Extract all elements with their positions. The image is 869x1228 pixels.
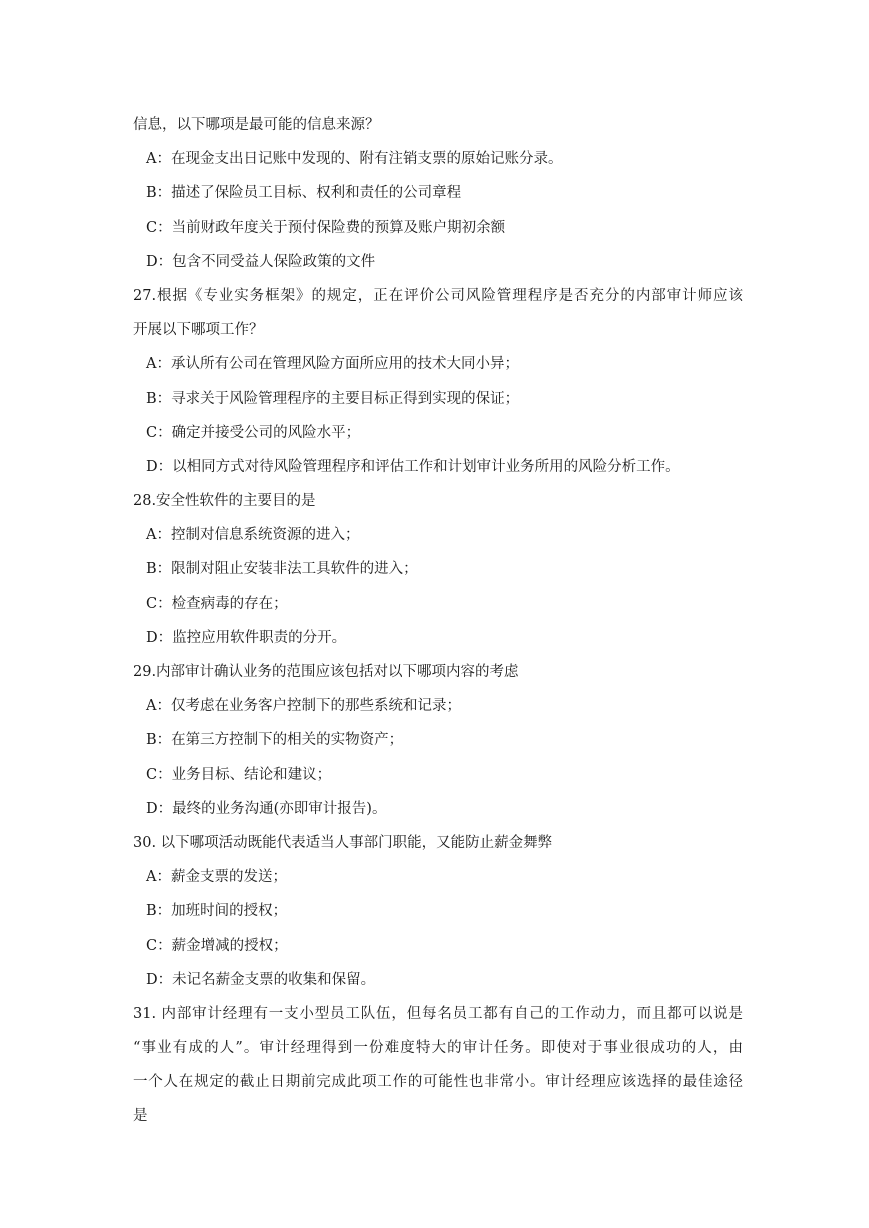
answer-option-line: B：寻求关于风险管理程序的主要目标正得到实现的保证； <box>146 390 520 407</box>
answer-option-line: B：在第三方控制下的相关的实物资产； <box>146 732 404 749</box>
question-text-line: 28.安全性软件的主要目的是 <box>133 493 316 510</box>
document-body <box>133 108 743 1134</box>
answer-option-line: B：描述了保险员工目标、权利和责任的公司章程 <box>146 185 462 202</box>
question-text-line: 信息，以下哪项是最可能的信息来源？ <box>133 117 380 133</box>
question-text-line: 27.根据《专业实务框架》的规定，正在评价公司风险管理程序是否充分的内部审计师应该 <box>133 287 743 304</box>
answer-option-line: A：承认所有公司在管理风险方面所应用的技术大同小异； <box>146 356 519 373</box>
question-text-line: 29.内部审计确认业务的范围应该包括对以下哪项内容的考虑 <box>133 664 519 680</box>
answer-option-line: D：未记名薪金支票的收集和保留。 <box>146 971 376 988</box>
answer-option-line: C：薪金增减的授权； <box>146 937 288 954</box>
answer-option-line: A：仅考虑在业务客户控制下的那些系统和记录； <box>146 698 461 715</box>
answer-option-line: D：以相同方式对待风险管理程序和评估工作和计划审计业务所用的风险分析工作。 <box>146 458 680 475</box>
answer-option-line: A：薪金支票的发送； <box>146 869 287 886</box>
answer-option-line: D：最终的业务沟通(亦即审计报告)。 <box>146 800 387 817</box>
answer-option-line: A：控制对信息系统资源的进入； <box>146 527 360 544</box>
question-text-line: “事业有成的人”。审计经理得到一份难度特大的审计任务。即使对于事业很成功的人，由 <box>133 1040 743 1057</box>
answer-option-line: C：业务目标、结论和建议； <box>146 766 332 783</box>
answer-option-line: C：当前财政年度关于预付保险费的预算及账户期初余额 <box>146 219 506 236</box>
answer-option-line: D：监控应用软件职责的分开。 <box>146 629 347 646</box>
question-text-line: 30. 以下哪项活动既能代表适当人事部门职能，又能防止薪金舞弊 <box>133 834 553 851</box>
answer-option-line: D：包含不同受益人保险政策的文件 <box>146 253 376 270</box>
answer-option-line: C：检查病毒的存在； <box>146 595 288 612</box>
question-text-line: 是 <box>133 1108 148 1125</box>
question-text-line: 开展以下哪项工作？ <box>133 322 264 339</box>
question-text-line: 一个人在规定的截止日期前完成此项工作的可能性也非常小。审计经理应该选择的最佳途径 <box>133 1074 743 1091</box>
question-text-line: 31. 内部审计经理有一支小型员工队伍，但每名员工都有自己的工作动力，而且都可以说是 <box>133 1005 743 1022</box>
answer-option-line: B：限制对阻止安装非法工具软件的进入； <box>146 561 418 578</box>
answer-option-line: A：在现金支出日记账中发现的、附有注销支票的原始记账分录。 <box>146 151 563 168</box>
answer-option-line: C：确定并接受公司的风险水平； <box>146 424 361 441</box>
answer-option-line: B：加班时间的授权； <box>146 903 288 920</box>
